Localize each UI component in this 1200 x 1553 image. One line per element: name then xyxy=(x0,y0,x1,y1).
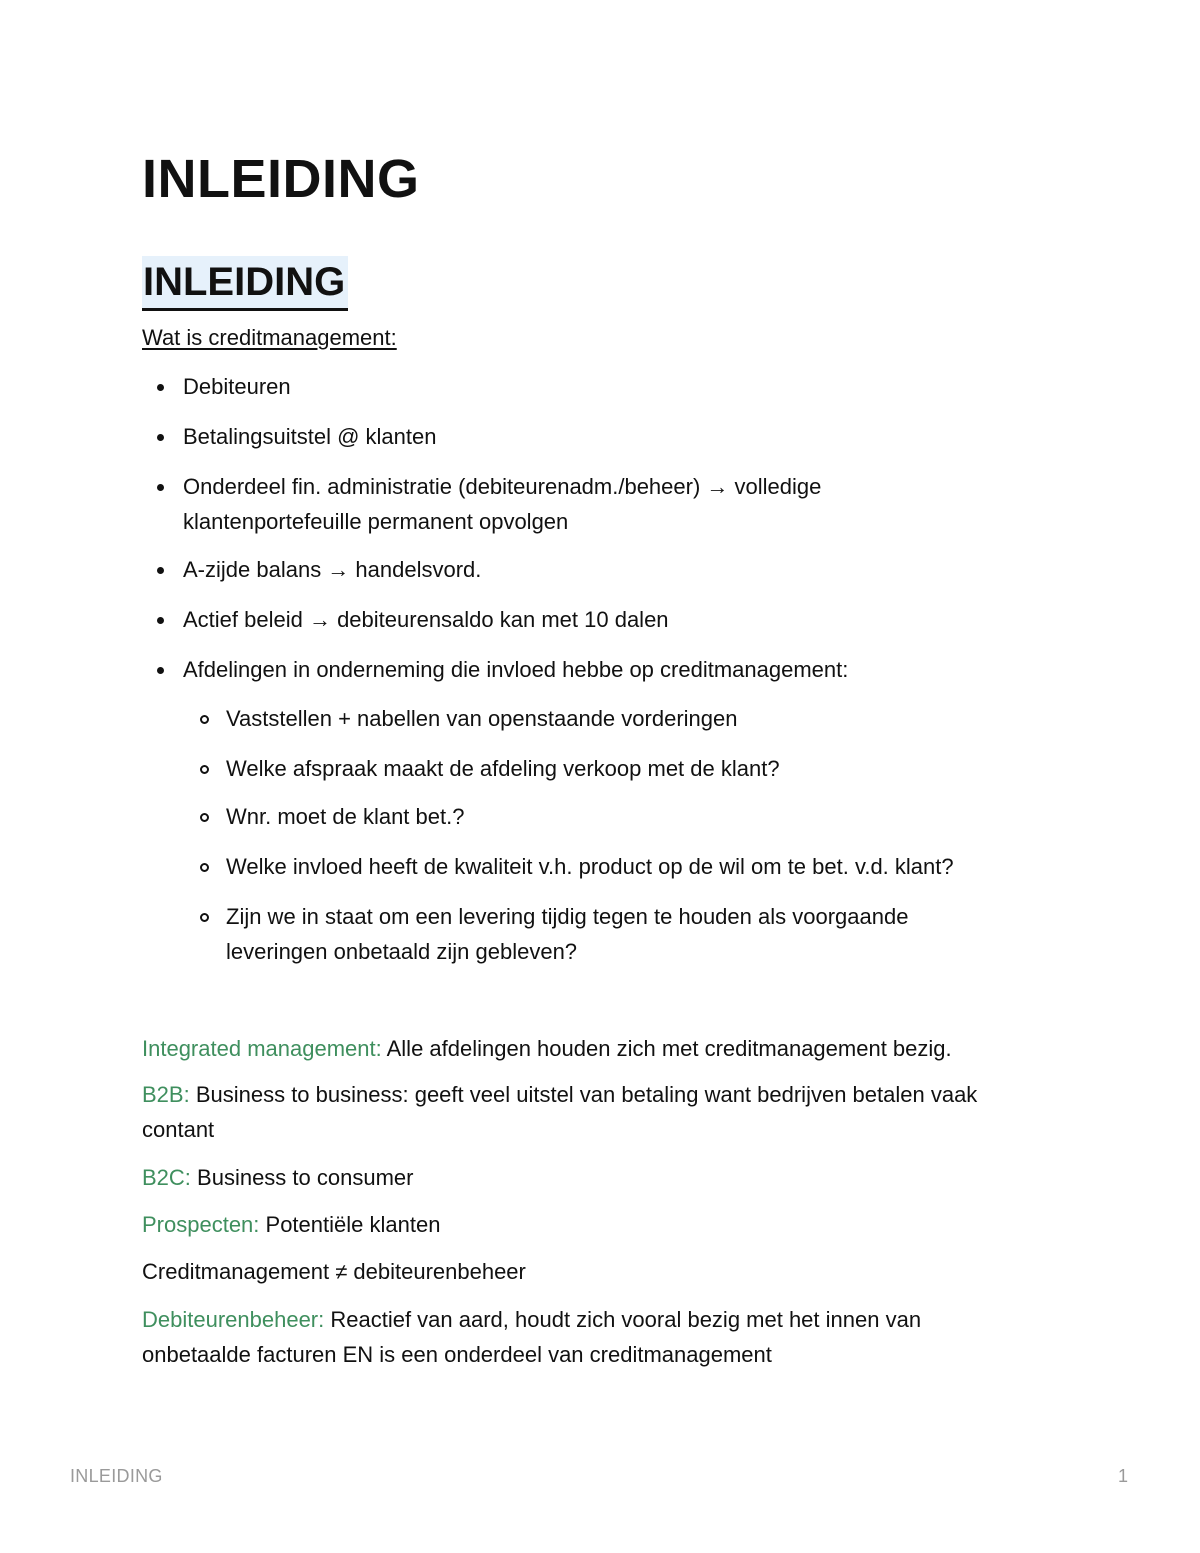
definition-text: Potentiële klanten xyxy=(259,1212,441,1237)
definition-b2b xyxy=(142,1077,1042,1147)
list-item xyxy=(183,652,1063,687)
definition-term: B2B: xyxy=(142,1082,190,1107)
definition-prospecten xyxy=(142,1207,1062,1242)
sub-list-item-text: Welke invloed heeft de kwaliteit v.h. product op de wil om te bet. v.d. klant? xyxy=(226,854,954,879)
definition-term: Debiteurenbeheer: xyxy=(142,1307,325,1332)
subheading: Wat is creditmanagement: xyxy=(142,325,397,350)
definition-text: Business to consumer xyxy=(190,1165,414,1190)
section-heading: INLEIDING xyxy=(142,256,348,311)
bullet-icon xyxy=(157,384,164,391)
hollow-bullet-icon xyxy=(200,765,209,774)
list-item xyxy=(183,469,923,539)
bullet-icon xyxy=(157,667,164,674)
page-number: 1 xyxy=(1118,1466,1129,1486)
list-item xyxy=(183,369,1063,404)
definition-text: Creditmanagement ≠ debiteurenbeheer xyxy=(142,1259,526,1284)
sub-list-item xyxy=(226,799,1066,834)
bullet-icon xyxy=(157,434,164,441)
definition-integrated-management xyxy=(142,1031,1062,1066)
definition-term: B2C: xyxy=(142,1165,191,1190)
definition-term: Prospecten: xyxy=(142,1212,260,1237)
list-item-text: Debiteuren xyxy=(183,374,291,399)
sub-list-item-text: Zijn we in staat om een levering tijdig tegen te houden als voorgaande leveringen onbetaald zijn gebleven? xyxy=(226,904,909,964)
definition-text: Alle afdelingen houden zich met creditmanagement bezig. xyxy=(381,1036,952,1061)
sub-list-item xyxy=(226,899,986,969)
bullet-icon xyxy=(157,484,164,491)
list-item-text: Afdelingen in onderneming die invloed hebbe op creditmanagement: xyxy=(183,657,849,682)
definition-term: Integrated management: xyxy=(142,1036,382,1061)
sub-list-item xyxy=(226,751,1066,786)
sub-list-item-text: Vaststellen + nabellen van openstaande vorderingen xyxy=(226,706,738,731)
sub-list-item xyxy=(226,849,1066,884)
sub-list-item-text: Wnr. moet de klant bet.? xyxy=(226,804,465,829)
list-item xyxy=(183,602,1063,637)
bullet-icon xyxy=(157,567,164,574)
hollow-bullet-icon xyxy=(200,715,209,724)
hollow-bullet-icon xyxy=(200,813,209,822)
list-item xyxy=(183,419,1063,454)
list-item-text: Onderdeel fin. administratie (debiteurenadm./beheer) → volledige klantenportefeuille permanent opvolgen xyxy=(183,474,822,534)
list-item xyxy=(183,552,1063,587)
sub-list-item-text: Welke afspraak maakt de afdeling verkoop met de klant? xyxy=(226,756,780,781)
hollow-bullet-icon xyxy=(200,863,209,872)
list-item-text: Actief beleid → debiteurensaldo kan met 10 dalen xyxy=(183,607,669,632)
definition-b2c xyxy=(142,1160,1062,1195)
definition-text: Reactief van aard, houdt zich vooral bezig met het innen van onbetaalde facturen EN is een onderdeel van creditmanagement xyxy=(142,1307,922,1367)
list-item-text: Betalingsuitstel @ klanten xyxy=(183,424,437,449)
bullet-icon xyxy=(157,617,164,624)
hollow-bullet-icon xyxy=(200,913,209,922)
footer-label: INLEIDING xyxy=(70,1466,163,1486)
definition-text: Business to business: geeft veel uitstel van betaling want bedrijven betalen vaak contant xyxy=(142,1082,978,1142)
list-item-text: A-zijde balans → handelsvord. xyxy=(183,557,482,582)
creditmanagement-statement xyxy=(142,1254,1062,1289)
page-title: INLEIDING xyxy=(142,149,420,209)
sub-list-item xyxy=(226,701,1066,736)
definition-debiteurenbeheer xyxy=(142,1302,1002,1372)
